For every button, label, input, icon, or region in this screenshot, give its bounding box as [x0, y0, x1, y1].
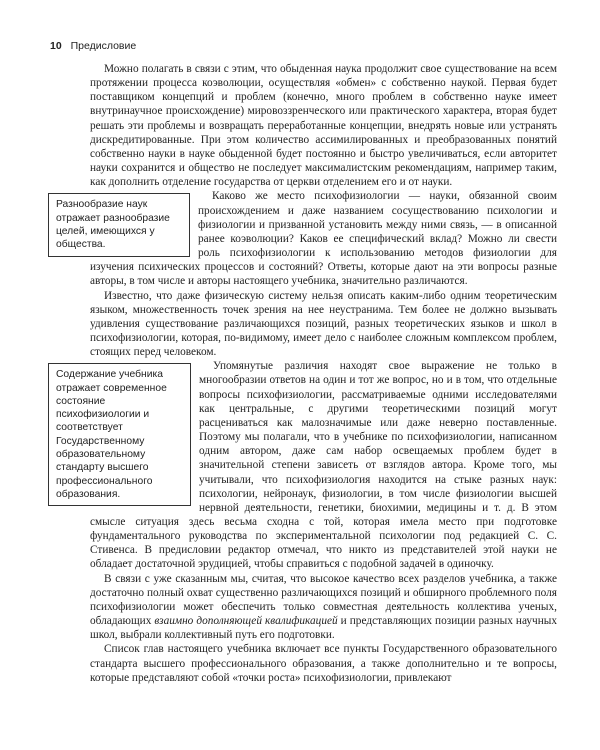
- paragraph: [90, 572, 557, 643]
- paragraph: Известно, что даже физическую систему нельзя описать каким-либо одним теоретическим языком, множественность точек зрения на нее неустранима. Тем более не должно вызывать удивления существование различающихся позиций, разных теоретических языков и школ в психофизиологии, которая, по-видимому, имеет дело с наиболее сложным комплексом проблем, стоящих перед человеком.: [90, 289, 557, 359]
- paragraph: [56, 189, 557, 288]
- sidenote: Содержание учебника отражает современное состояние психофизиологии и соответствует Государственному образовательному стандарту высшего профессионального образования.: [48, 363, 191, 506]
- paragraph: Список глав настоящего учебника включает все пункты Государственного образовательного стандарта высшего профессионального образования, а также дополнительно и те вопросы, которые представляют собой «точки роста» психофизиологии, привлекают: [90, 643, 557, 684]
- paragraph: Можно полагать в связи с этим, что обыденная наука продолжит свое существование на всем протяжении процесса коэволюции, осуществляя «обмен» с собственно наукой. Первая будет поставщиком концепций и проблем (конечно, много проблем в собственно науке имеет внутринаучное происхождение) мировоззренческого или практического характера, вторая будет решать эти проблемы и возвращать переработанные концепции, внедрять новые или устранять дискредитированные. При этом количество ассимилированных и преобразованных понятий собственно науки в науке обыденной будет постоянно и быстро увеличиваться, если авторитет науки сохранится и общество не последует максималистским рекомендациям, например таким, как дополнить отделение государства от церкви отделением его и от науки.: [90, 63, 557, 189]
- body-text: [56, 62, 557, 685]
- emphasis: взаимно дополняющей квалификацией: [154, 615, 338, 628]
- section-title: Предисловие: [70, 40, 137, 52]
- paragraph-text: Упомянутые различия находят свое выражение не только в многообразии ответов на один и тот же вопрос, но и в том, что отдельные вопросы психофизиологии, рассматриваемые одними исследователями как центральные, с другими теоретическими позиций могут расцениваться как малозначимые или даже неверно поставленные. Поэтому мы полагали, что в учебнике по психофизиологии, написанном одним автором, даже сам набор освещаемых проблем будет в значительной степени зависеть от взглядов автора. Кроме того, мы учитывали, что психофизиология находится на стыке разных наук: психологии, нейронаук, физиологии, в том числе физиологии высшей нервной деятельности, генетики, биохимии, медицины и т. д. В этом смысле ситуация здесь весьма сходна с той, которая имела место при подготовке фундаментального руководства по экспериментальной психологии под редакцией С. С. Стивенса. В предисловии редактор отмечал, что никто из представителей этой науки не обладает достаточной эрудицией, чтобы справиться с подобной задачей в одиночку.: [90, 360, 557, 571]
- paragraph-text: и представляющих позиции разных научных школ, выбрали коллективный путь его подготовки.: [90, 615, 557, 642]
- paragraph-text: Каково же место психофизиологии — науки, обязанной своим происхождением и даже названием сосуществованию психологии и физиологии и призванной установить между ними связь, — в описанной ранее коэволюции? Каков ее специфический вклад? Можно ли свести роль психофизиологии к использованию методов физиологии для изучения психических процессов и состояний? Ответы, которые дают на эти вопросы разные авторы, в том числе и авторы настоящего учебника, значительно различаются.: [90, 190, 557, 288]
- page-number: 10: [50, 40, 62, 52]
- sidenote: Разнообразие наук отражает разнообразие целей, имеющихся у общества.: [48, 193, 190, 256]
- paragraph-text: В связи с уже сказанным мы, считая, что высокое качество всех разделов учебника, а также достаточно полный охват существенно различающихся позиций и обширного проблемного поля психофизиологии может обеспечить только совместная деятельность коллектива ученых, обладающих: [90, 572, 557, 628]
- paragraph: [56, 359, 557, 571]
- running-head: [50, 40, 136, 52]
